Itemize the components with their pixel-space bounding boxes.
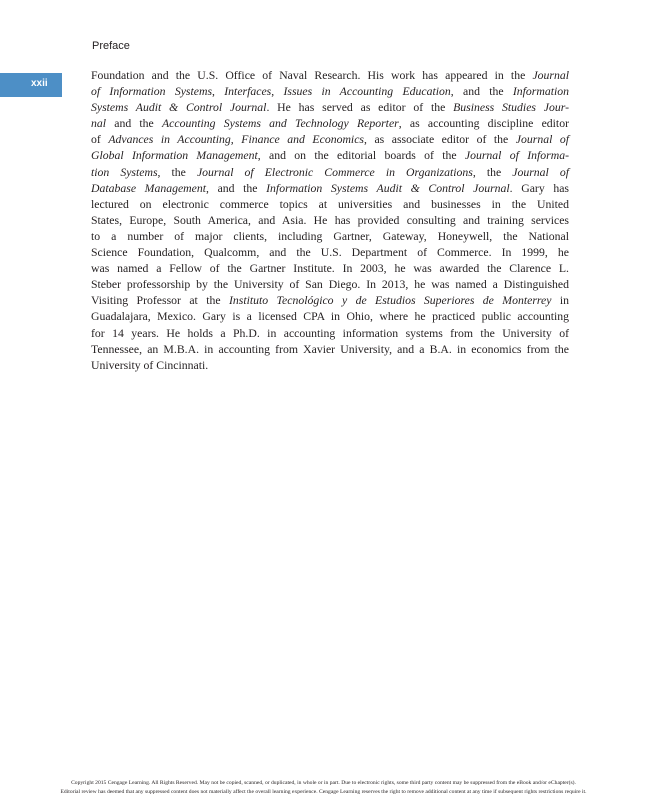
copyright-line-2: Editorial review has deemed that any suppressed content does not materially affect the overall learning experience. Cengage Learning reserves the right to remove additional content at any time if subsequent rights restrictions require it. (60, 789, 587, 795)
text-line (91, 197, 569, 213)
body-text-run: of (91, 133, 109, 147)
body-text-run: Guadalajara, Mexico. Gary is a licensed CPA in Ohio, where he practiced public accounting (91, 310, 569, 324)
body-text-run: . He has served as editor of the (266, 101, 454, 115)
text-line (91, 309, 569, 325)
text-line (91, 132, 569, 148)
italic-title-text: Issues in Accounting Education (283, 85, 451, 99)
body-text-run: , the (157, 165, 197, 179)
italic-title-text: Instituto Tecnológico y de Estudios Superiores de Monterrey (228, 294, 552, 308)
text-line (91, 84, 569, 100)
text-line (91, 116, 569, 132)
italic-title-text: Journal of Electronic Commerce in Organizations (196, 165, 473, 179)
body-text-run: lectured on electronic commerce topics at universities and businesses in the United (91, 197, 569, 211)
body-text-run: , (271, 85, 284, 99)
body-text-run: for 14 years. He holds a Ph.D. in accounting information systems from the University of (91, 326, 569, 340)
text-line (91, 229, 569, 245)
body-text-run: , (212, 85, 225, 99)
italic-title-text: Journal of (512, 165, 569, 179)
text-line (91, 261, 569, 277)
text-line (91, 277, 569, 293)
italic-title-text: Information Systems Audit & Control Journal (266, 181, 510, 195)
text-line (91, 148, 569, 164)
italic-title-text: Interfaces (224, 85, 272, 99)
text-line (91, 293, 569, 309)
italic-title-text: Journal of (515, 133, 569, 147)
italic-title-text: of Information Systems (91, 85, 213, 99)
italic-title-text: tion Systems (91, 165, 158, 179)
text-line (91, 68, 569, 84)
page-number: xxii (31, 78, 48, 89)
body-text-run: Tennessee, an M.B.A. in accounting from Xavier University, and a B.A. in economics from the (91, 342, 569, 356)
running-head: Preface (92, 40, 130, 52)
body-text-run: Steber professorship by the University of San Diego. In 2013, he was named a Distinguished (91, 278, 569, 292)
copyright-footer (0, 779, 647, 797)
body-text-run: , and on the editorial boards of the (257, 149, 465, 163)
text-line (91, 358, 569, 374)
text-line (91, 181, 569, 197)
body-text-run: , and the (206, 181, 267, 195)
body-paragraph (91, 68, 569, 374)
text-line (91, 245, 569, 261)
italic-title-text: Accounting Systems and Technology Reporter (162, 117, 399, 131)
body-text-run: in (551, 294, 570, 308)
italic-title-text: Business Studies Jour- (453, 101, 569, 115)
body-text-run: to a number of major clients, including Gartner, Gateway, Honeywell, the National (91, 229, 569, 243)
italic-title-text: Global Information Management (91, 149, 258, 163)
body-text-run: and the (106, 117, 162, 131)
text-line (91, 213, 569, 229)
body-text-run: Visiting Professor at the (91, 294, 229, 308)
body-text-run: Science Foundation, Qualcomm, and the U.S. Department of Commerce. In 1999, he (91, 246, 569, 260)
body-text-run: . Gary has (509, 181, 569, 195)
italic-title-text: Journal (532, 69, 569, 82)
body-text-run: was named a Fellow of the Gartner Institute. In 2003, he was awarded the Clarence L. (91, 262, 569, 276)
text-line (91, 326, 569, 342)
body-text-run: States, Europe, South America, and Asia. He has provided consulting and training services (91, 213, 569, 227)
italic-title-text: Database Management (91, 181, 207, 195)
italic-title-text: Systems Audit & Control Journal (91, 101, 267, 115)
body-text-run: , and the (450, 85, 513, 99)
text-line (91, 100, 569, 116)
body-text-run: , as accounting discipline editor (398, 117, 569, 131)
body-text-run: , as associate editor of the (363, 133, 516, 147)
italic-title-text: nal (91, 117, 107, 131)
italic-title-text: Advances in Accounting, Finance and Economics (108, 133, 364, 147)
body-text-run: University of Cincinnati. (91, 358, 209, 372)
body-text-run: Foundation and the U.S. Office of Naval Research. His work has appeared in the (91, 69, 533, 82)
page-number-tab (0, 73, 62, 97)
italic-title-text: Information (512, 85, 569, 99)
text-line (91, 342, 569, 358)
italic-title-text: Journal of Informa- (464, 149, 569, 163)
text-line (91, 165, 569, 181)
body-text-run: , the (472, 165, 513, 179)
copyright-line-1: Copyright 2015 Cengage Learning. All Rights Reserved. May not be copied, scanned, or duplicated, in whole or in part. Due to electronic rights, some third party content may be suppressed from the eBook and/or eChapter(s). (71, 780, 576, 786)
